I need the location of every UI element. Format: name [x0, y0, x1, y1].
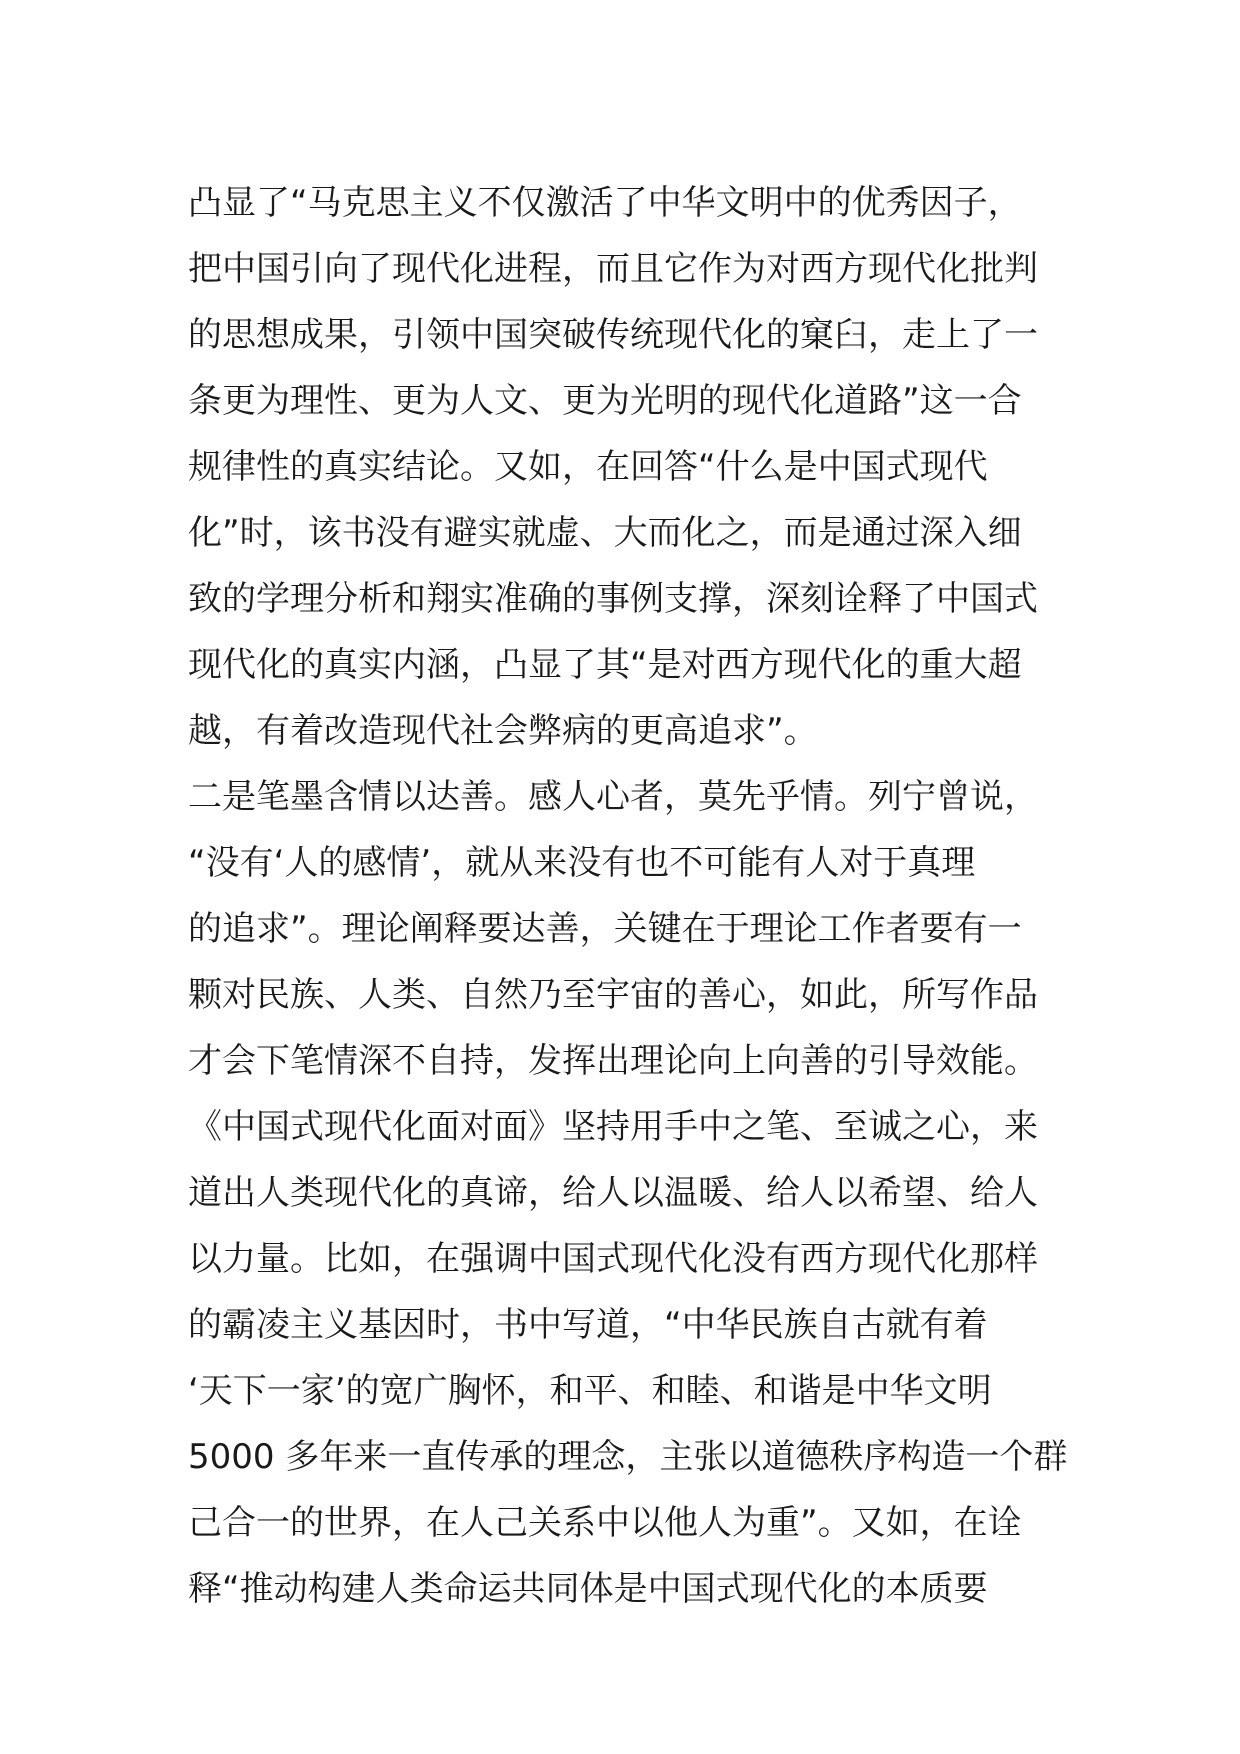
text-line: 致的学理分析和翔实准确的事例支撑，深刻诠释了中国式 [188, 579, 1038, 619]
text-line: 二是笔墨含情以达善。感人心者，莫先乎情。列宁曾说， [188, 777, 1038, 817]
text-line: 条更为理性、更为人文、更为光明的现代化道路”这一合 [188, 381, 1022, 421]
text-line: 越，有着改造现代社会弊病的更高追求”。 [188, 711, 818, 751]
text-line: 以力量。比如，在强调中国式现代化没有西方现代化那样 [188, 1239, 1038, 1279]
text-line: 的霸凌主义基因时，书中写道，“中华民族自古就有着 [188, 1305, 988, 1345]
text-line: ‘天下一家’的宽广胸怀，和平、和睦、和谐是中华文明 [188, 1371, 992, 1411]
text-line: 己合一的世界，在人己关系中以他人为重”。又如，在诠 [188, 1503, 1022, 1543]
body-text [188, 170, 1068, 1622]
text-line: 的追求”。理论阐释要达善，关键在于理论工作者要有一 [188, 909, 1022, 949]
text-line: 化”时，该书没有避实就虚、大而化之，而是通过深入细 [188, 513, 1022, 553]
text-line: 5000 多年来一直传承的理念，主张以道德秩序构造一个群 [188, 1437, 1068, 1477]
text-line: 规律性的真实结论。又如，在回答“什么是中国式现代 [188, 447, 988, 487]
text-line: 凸显了“马克思主义不仅激活了中华文明中的优秀因子， [188, 183, 1022, 223]
text-line: 的思想成果，引领中国突破传统现代化的窠臼，走上了一 [188, 315, 1038, 355]
text-line: 释“推动构建人类命运共同体是中国式现代化的本质要 [188, 1569, 988, 1609]
text-line: 把中国引向了现代化进程，而且它作为对西方现代化批判 [188, 249, 1038, 289]
text-line: “没有‘人的感情’，就从来没有也不可能有人对于真理 [188, 843, 976, 883]
text-line: 才会下笔情深不自持，发挥出理论向上向善的引导效能。 [188, 1041, 1038, 1081]
text-line: 现代化的真实内涵，凸显了其“是对西方现代化的重大超 [188, 645, 1022, 685]
text-line: 道出人类现代化的真谛，给人以温暖、给人以希望、给人 [188, 1173, 1038, 1213]
text-line: 颗对民族、人类、自然乃至宇宙的善心，如此，所写作品 [188, 975, 1038, 1015]
text-line: 《中国式现代化面对面》坚持用手中之笔、至诚之心，来 [188, 1107, 1038, 1147]
